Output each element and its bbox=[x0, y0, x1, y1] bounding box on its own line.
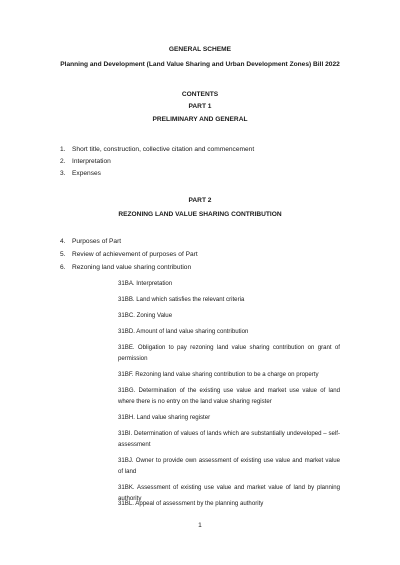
bill-title: Planning and Development (Land Value Sharing and Urban Development Zones) Bill 2022 bbox=[60, 61, 340, 68]
toc-item-text: Interpretation bbox=[72, 158, 111, 165]
part2-label: PART 2 bbox=[188, 197, 212, 204]
toc-item bbox=[60, 170, 101, 177]
toc-subitem: 31BC. Zoning Value bbox=[118, 312, 173, 319]
toc-item-number: 3. bbox=[60, 170, 66, 177]
toc-item-number: 5. bbox=[60, 251, 66, 258]
scheme-title: GENERAL SCHEME bbox=[168, 46, 232, 53]
toc-subitem: 31BJ. Owner to provide own assessment of existing use value and market value of land bbox=[118, 457, 340, 475]
toc-subitem: 31BH. Land value sharing register bbox=[118, 414, 211, 421]
toc-item bbox=[60, 146, 254, 153]
toc-subitem: 31BG. Determination of the existing use value and market use value of land where there is no entry on the land value sharing register bbox=[118, 387, 340, 405]
toc-subitem: 31BL. Appeal of assessment by the planning authority bbox=[118, 500, 264, 507]
contents-heading: CONTENTS bbox=[181, 91, 219, 98]
toc-item bbox=[60, 238, 121, 245]
toc-item bbox=[60, 158, 111, 165]
toc-subitem: 31BF. Rezoning land value sharing contribution to be a charge on property bbox=[118, 371, 319, 378]
toc-subitem: 31BD. Amount of land value sharing contribution bbox=[118, 328, 249, 335]
toc-item bbox=[60, 264, 191, 271]
part1-title: PRELIMINARY AND GENERAL bbox=[152, 116, 248, 123]
toc-item-text: Rezoning land value sharing contribution bbox=[72, 264, 192, 271]
toc-item-number: 1. bbox=[60, 146, 66, 153]
part2-title: REZONING LAND VALUE SHARING CONTRIBUTION bbox=[118, 211, 282, 218]
toc-item-number: 2. bbox=[60, 158, 66, 165]
toc-item-number: 6. bbox=[60, 264, 66, 271]
toc-item bbox=[60, 251, 198, 258]
toc-item-number: 4. bbox=[60, 238, 66, 245]
toc-item-text: Expenses bbox=[72, 170, 101, 177]
toc-subitem: 31BB. Land which satisfies the relevant criteria bbox=[118, 296, 245, 303]
toc-subitem: 31BK. Assessment of existing use value and market value of land by planning authority bbox=[118, 484, 340, 502]
toc-item-text: Short title, construction, collective citation and commencement bbox=[72, 146, 255, 153]
toc-item-text: Review of achievement of purposes of Part bbox=[72, 251, 198, 258]
part1-label: PART 1 bbox=[188, 103, 212, 110]
toc-subitem: 31BI. Determination of values of lands which are substantially undeveloped – self-assessment bbox=[118, 430, 340, 448]
page-number: 1 bbox=[198, 522, 202, 529]
toc-subitem: 31BA. Interpretation bbox=[118, 280, 173, 287]
toc-subitem: 31BE. Obligation to pay rezoning land value sharing contribution on grant of permission bbox=[118, 344, 340, 362]
toc-item-text: Purposes of Part bbox=[72, 238, 122, 245]
